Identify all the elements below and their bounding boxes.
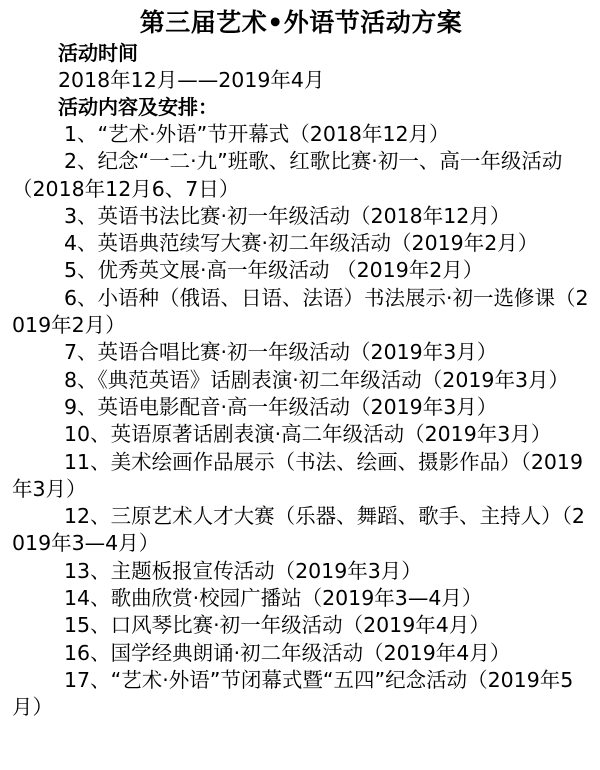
- activity-item: 16、国学经典朗诵·初二年级活动（2019年4月）: [64, 640, 511, 665]
- activity-item: 7、英语合唱比赛·初一年级活动（2019年3月）: [64, 340, 498, 365]
- activity-item: 11、美术绘画作品展示（书法、绘画、摄影作品）（2019年3月）: [12, 449, 584, 501]
- activity-item: 3、英语书法比赛·初一年级活动（2018年12月）: [64, 203, 511, 228]
- content-heading: 活动内容及安排：: [58, 95, 218, 119]
- activity-item: 2、纪念“一二·九”班歌、红歌比赛·初一、高一年级活动（2018年12月6、7日）: [12, 149, 563, 201]
- activity-item: 8、《典范英语》话剧表演·初二年级活动（2019年3月）: [64, 367, 570, 392]
- activity-item: 1、“艺术·外语”节开幕式（2018年12月）: [64, 122, 450, 146]
- time-value: 2018年12月——2019年4月: [58, 68, 325, 92]
- activity-item: 13、主题板报宣传活动（2019年3月）: [64, 558, 422, 583]
- activity-item: 10、英语原著话剧表演·高二年级活动（2019年3月）: [64, 422, 552, 447]
- activity-item: 17、“艺术·外语”节闭幕式暨“五四”纪念活动（2019年5月）: [12, 667, 574, 720]
- activity-item: 5、优秀英文展·高一年级活动 （2019年2月）: [64, 258, 484, 283]
- activity-item: 15、口风琴比赛·初一年级活动（2019年4月）: [64, 613, 490, 638]
- activity-item: 14、歌曲欣赏·校园广播站（2019年3—4月）: [64, 586, 483, 611]
- time-heading: 活动时间: [58, 41, 138, 65]
- activity-list: [6, 121, 592, 722]
- activity-item: 9、英语电影配音·高一年级活动（2019年3月）: [64, 394, 498, 419]
- activity-item: 12、三原艺术人才大赛（乐器、舞蹈、歌手、主持人）（2019年3—4月）: [12, 504, 585, 556]
- activity-item: 6、小语种（俄语、日语、法语）书法展示·初一选修课（2019年2月）: [12, 285, 589, 338]
- document-title: 第三届艺术•外语节活动方案: [139, 8, 463, 37]
- activity-item: 4、英语典范续写大赛·初二年级活动（2019年2月）: [64, 231, 539, 256]
